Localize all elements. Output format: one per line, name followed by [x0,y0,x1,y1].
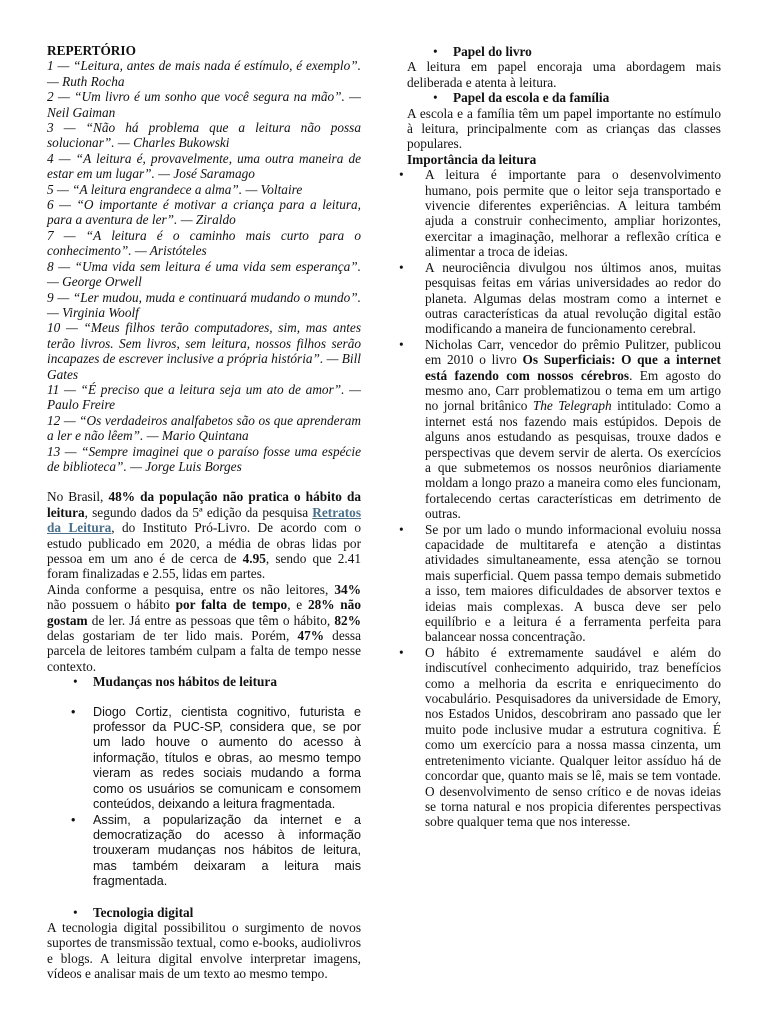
quote-item: 5 — “A leitura engrandece a alma”. — Voltaire [47,181,303,197]
mudancas-heading-list [47,674,361,689]
spacer [47,474,361,489]
highlight-stat: 34% [334,581,361,597]
quote-item: 2 — “Um livro é um sonho que você segura na mão”. — Neil Gaiman [47,89,361,120]
section-heading [407,90,721,105]
list-item: • A leitura é importante para o desenvolvimento humano, pois permite que o leitor seja transportado e vivencie diferentes experiências. A leitura também ajuda a construir conhecimento, ampliar horizontes, exercitar a imaginação, melhorar a reflexão crítica e alimentar a troca de ideias. [407,167,721,259]
spacer [47,690,361,705]
text-run: Nicholas Carr, vencedor do prêmio Pulitzer, publicou em 2010 o livro [425,336,721,368]
retratos-da-leitura-link[interactable]: Retratos da Leitura [47,504,361,536]
section-heading [407,44,721,59]
highlight-stat: 28% não gostam [47,597,361,628]
list-item: • A neurociência divulgou nos últimos anos, muitas pesquisas feitas em várias universidades ao redor do planeta. Algumas delas mostram como a internet e outras características da atual revolução digital estão modificando a maneira de funcionamento cerebral. [407,260,721,337]
papel-livro-heading-list [407,44,721,59]
quote-item: 6 — “O importante é motivar a criança para a leitura, para a aventura de ler”. — Ziraldo [47,197,361,228]
text-run: , sendo que 2.41 foram finalizadas e 2.55, lidas em partes. [47,551,362,582]
mudancas-list [47,705,361,890]
highlight-stat: 48% da população não pratica o hábito da leitura [47,489,361,520]
quote-item: 10 — “Meus filhos terão computadores, sim, mas antes terão livros. Sem livros, sem leitura, nossos filhos serão incapazes de escrever inclusive a própria história”. — Bill Gates [47,320,361,382]
nao-leitores-paragraph [47,582,361,674]
quote-item: 11 — “É preciso que a leitura seja um ato de amor”. — Paulo Freire [47,381,361,413]
list-item: • Assim, a popularização da internet e a democratização do acesso à informação trouxeram mudanças nos hábitos de leitura, mas também deixaram a leitura mais fragmentada. [47,813,361,890]
importancia-list [407,167,721,829]
papel-livro-text: A leitura em papel encoraja uma abordagem mais deliberada e atenta à leitura. [407,59,721,90]
quote-item: 3 — “Não há problema que a leitura não possa solucionar”. — Charles Bukowski [47,120,361,151]
quote-item: 13 — “Sempre imaginei que o paraíso fosse uma espécie de biblioteca”. — Jorge Luis Borges [47,443,361,474]
left-column [47,43,361,982]
newspaper-title: The Telegraph [532,398,612,414]
text-run: , do Instituto Pró-Livro. De acordo com o estudo publicado em 2020, a média de obras lidas por pessoa em um ano é de cerca de [47,520,361,566]
text-run: No Brasil, [47,489,109,505]
book-title: Os Superficiais: O que a internet está fazendo com nossos cérebros [425,352,721,383]
repertorio-title: REPERTÓRIO [47,43,136,58]
right-column [407,44,721,830]
tecnologia-heading-list [47,905,361,920]
text-run: não possuem o hábito [47,597,176,613]
text-run: intitulado: Como a internet está nos fazendo mais estúpidos. Depois de alguns anos estudando as pesquisas, trouxe dados e perspectivas que devem servir de alerta. Os exercícios a que submetemos os nossos neurônios diariamente moldam a longo prazo a maneira como eles funcionam, fortalecendo certas características em detrimento de outras. [425,398,721,522]
papel-escola-text: A escola e a família têm um papel importante no estímulo à leitura, principalmente com as crianças das classes populares. [407,105,721,152]
spacer [47,890,361,905]
text-run: , segundo dados da 5ª edição da pesquisa [84,504,313,520]
papel-livro-heading: Papel do livro [453,44,532,59]
tecnologia-text: A tecnologia digital possibilitou o surgimento de novos suportes de transmissão textual, como e-books, audiolivros e blogs. A leitura digital envolve interpretar imagens, vídeos e analisar mais de um texto ao mesmo tempo. [47,919,361,982]
text-run: . Em agosto do mesmo ano, Carr problematizou o tema em um artigo no jornal britânico [425,367,722,414]
list-item: • O hábito é extremamente saudável e além do indiscutível conhecimento adquirido, traz benefícios como a melhoria da escrita e enriquecimento do vocabulário. Pesquisadores da universidade de Emory, nos Estados Unidos, descobriram ano passado que ler muito pode inclusive mudar a estrutura cognitiva. É como um exercício para a nossa massa cinzenta, um entretenimento viciante. Qualquer leitor assíduo há de concordar que, quanto mais se lê, mais se tem vontade. O desenvolvimento de senso crítico e de novas ideias se torna natural e nos propicia diferentes perspectivas sobre qualquer tema que nos interesse. [407,645,721,830]
quote-item: 8 — “Uma vida sem leitura é uma vida sem esperança”. — George Orwell [47,258,361,290]
highlight-stat: 4.95 [242,551,266,566]
quote-item: 1 — “Leitura, antes de mais nada é estímulo, é exemplo”. — Ruth Rocha [47,58,361,89]
quote-list [47,58,361,474]
highlight-stat: por falta de tempo [175,597,288,613]
text-run: Ainda conforme a pesquisa, entre os não leitores, [47,581,335,597]
text-run: dessa parcela de leitores também culpam a falta de tempo nesse contexto. [47,628,361,674]
quote-item: 12 — “Os verdadeiros analfabetos são os que aprenderam a ler e não lêem”. — Mario Quintana [47,412,361,444]
text-run: delas gostariam de ter lido mais. Porém, [47,628,298,644]
papel-escola-heading-list [407,90,721,105]
highlight-stat: 47% [297,628,325,644]
list-item: • Se por um lado o mundo informacional evoluiu nossa capacidade de multitarefa e atenção a distintas atividades simultaneamente, essa atenção se tornou mais superficial. Quem passa tempo demais submetido a isso, tem maiores dificuldades de absorver textos e ideias mais complexas. A busca deve ser pelo equilíbrio e a leitura é a ferramenta perfeita para balancear nossa concentração. [407,522,721,645]
section-heading [47,674,361,689]
tecnologia-heading: Tecnologia digital [93,904,194,920]
list-item [407,337,721,522]
quote-item: 7 — “A leitura é o caminho mais curto para o conhecimento”. — Aristóteles [47,227,361,259]
list-item: • Diogo Cortiz, cientista cognitivo, futurista e professor da PUC-SP, considera que, se por um lado houve o aumento do acesso à informação, títulos e obras, ao mesmo tempo vieram as redes sociais mudando a forma como os usuários se comunicam e consomem conteúdos, deixando a leitura fragmentada. [47,705,361,813]
highlight-stat: 82% [334,612,361,628]
mudancas-heading: Mudanças nos hábitos de leitura [93,674,277,690]
importancia-heading: Importância da leitura [407,151,537,167]
brasil-paragraph [47,489,361,581]
text-run: de ler. Já entre as pessoas que têm o hábito, [87,612,335,628]
papel-escola-heading: Papel da escola e da família [453,90,610,106]
quote-item: 9 — “Ler mudou, muda e continuará mudando o mundo”. — Virginia Woolf [47,289,361,320]
quote-item: 4 — “A leitura é, provavelmente, uma outra maneira de estar em um lugar”. — José Saramago [47,150,361,182]
section-heading [47,905,361,920]
text-run: , e [287,597,308,613]
